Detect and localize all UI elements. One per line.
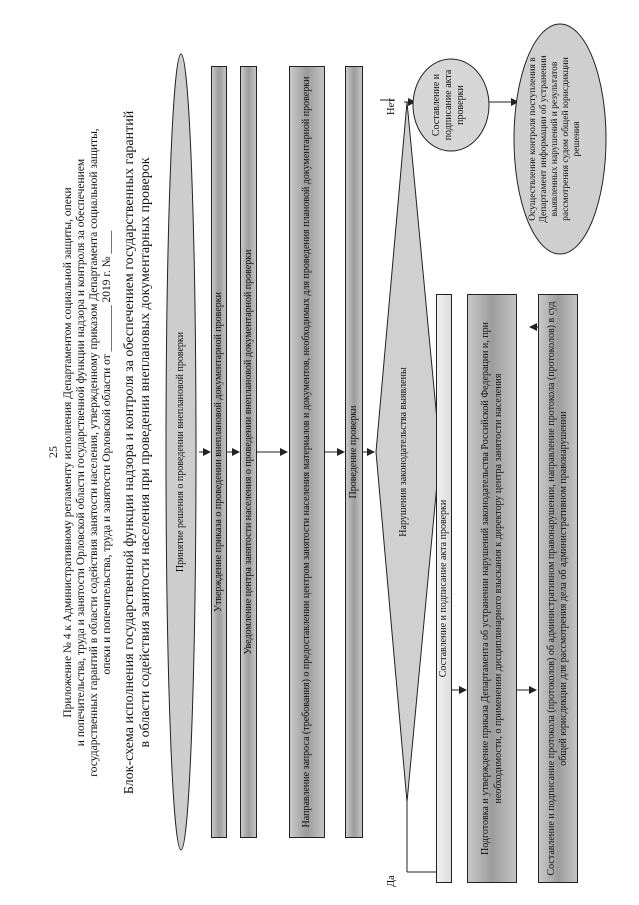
yes-step-protocol: Составление и подписание протокола (протоколов) об административном правонарушении, направление протокола (протоколов) в суд общей юрисдикции для рассмотрения дела об административном правонарушении — [538, 294, 578, 883]
no-label: Нет — [386, 98, 397, 115]
no-branch-label: Составление и подписание акта проверки — [431, 69, 466, 141]
yes-step-order: Подготовка и утверждение приказа Департамента об устранении нарушений законодательства Российской Федерации и, при необходимости, о применении дисциплинарного взыскания к директору центра занятости населения — [467, 294, 517, 883]
step-approve-order: Утверждение приказа о проведении внеплановой документарной проверки — [211, 66, 227, 838]
header-line: государственных гарантий в области содействия занятости населения, утвержденному приказом Департамента социальной защиты, — [88, 128, 100, 777]
appendix-header — [62, 0, 114, 905]
header-line: и попечительства, труда и занятости Орловской области государственной функции надзора и контроля за обеспечением — [75, 158, 87, 747]
decision-label: Нарушения законодательства выявлены — [398, 367, 409, 537]
header-line: опеки и попечительства, труда и занятости Орловской области от ________ 2019 г. № ____ — [101, 230, 113, 675]
step-notify-center: Уведомление центра занятости населения о проведении внеплановой документарной проверки — [240, 66, 257, 838]
title-line: в области содействия занятости населения при проведении внеплановых документарных проверок — [138, 157, 153, 748]
page-number: 25 — [46, 446, 60, 458]
control-label: Осуществление контроля поступления в Департамент информации об устранении выявленных нарушений и результатов рассмотрения судом общей юрисдикции решения — [528, 55, 582, 223]
step-send-request: Направление запроса (требования) о предоставлении центром занятости населения материалов и документов, необходимых для проведения плановой документарной проверки — [289, 66, 325, 838]
diagram-title — [122, 0, 154, 905]
start-label: Принятие решения о проведении внеплановой проверки — [175, 331, 186, 573]
yes-step-act: Составление и подписание акта проверки — [436, 294, 452, 883]
header-line: Приложение № 4 к Административному регламенту исполнения Департаментом социальной защиты, опеки — [62, 187, 74, 718]
title-line: Блок-схема исполнения государственной функции надзора и контроля за обеспечением государственных гарантий — [122, 110, 137, 795]
step-conduct-inspection: Проведение проверки — [345, 66, 363, 838]
yes-label: Да — [386, 875, 397, 887]
